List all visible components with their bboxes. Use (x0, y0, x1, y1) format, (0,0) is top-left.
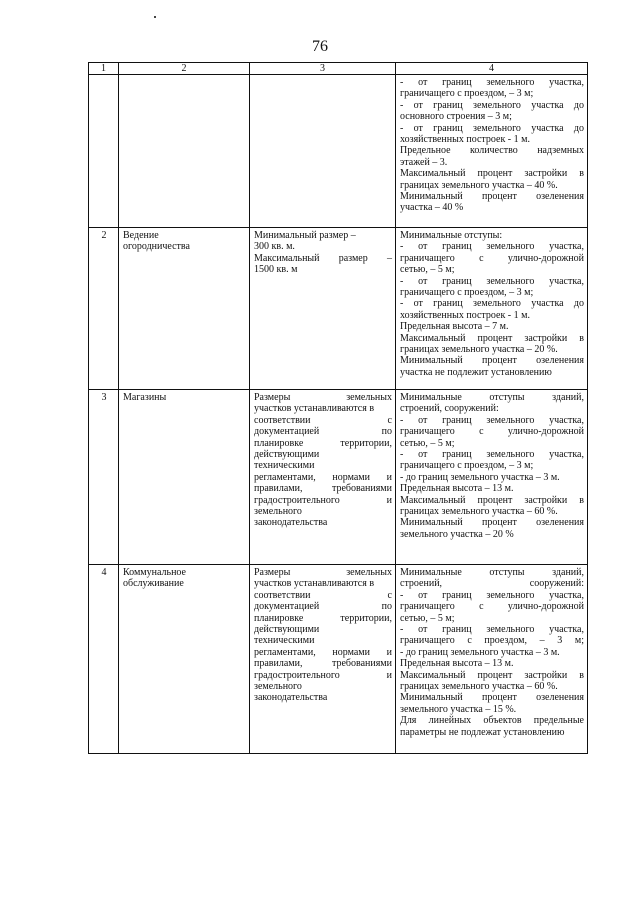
plot-size-line: документацией по (254, 601, 392, 613)
parameter-line: Минимальный процент озеленения (400, 517, 584, 529)
parameter-line: Предельная высота – 7 м. (400, 321, 509, 333)
plot-size-line: градостроительного и (254, 669, 392, 681)
parameter-line: Максимальный процент застройки в (400, 168, 584, 180)
use-type-cell (119, 390, 250, 565)
plot-size-line: 1500 кв. м (254, 264, 298, 276)
parameter-line: сетью, – 5 м; (400, 264, 455, 276)
parameters-cell (396, 75, 588, 228)
plot-size-line: правилами, требованиями (254, 658, 392, 670)
plot-size-line: Размеры земельных (254, 392, 392, 403)
parameter-line: границах земельного участка – 40 %. (400, 179, 558, 191)
parameter-line: основного строения – 3 м; (400, 111, 512, 123)
parameter-line: Минимальный процент озеленения (400, 191, 584, 203)
row-number-cell: 4 (89, 565, 119, 754)
parameter-line: Максимальный процент застройки в (400, 332, 584, 344)
use-type-line: Магазины (123, 392, 167, 403)
parameter-line: Для линейных объектов предельные (400, 715, 584, 727)
plot-size-line: действующими (254, 624, 320, 636)
parameter-line: границах земельного участка – 60 %. (400, 681, 558, 693)
parameter-line: земельного участка – 20 % (400, 528, 514, 540)
parameter-line: - от границ земельного участка, (400, 275, 584, 287)
parameter-line: строений, сооружений: (400, 578, 584, 590)
parameter-line: граничащего с проездом, – 3 м; (400, 287, 534, 299)
parameter-line: - до границ земельного участка – 3 м. (400, 646, 560, 658)
parameter-line: граничащего с улично-дорожной (400, 426, 584, 438)
plot-size-line: Максимальный размер – (254, 252, 392, 264)
parameter-line: Максимальный процент застройки в (400, 669, 584, 681)
parameter-line: земельного участка – 15 %. (400, 703, 517, 715)
scan-speck (154, 16, 156, 18)
parameters-cell (396, 565, 588, 754)
use-type-line: Ведение (123, 230, 159, 241)
table-row (89, 565, 588, 754)
plot-size-cell (250, 228, 396, 390)
parameter-line: этажей – 3. (400, 156, 448, 168)
table-row (89, 390, 588, 565)
plot-size-line: земельного (254, 506, 302, 518)
parameter-line: граничащего с улично-дорожной (400, 252, 584, 264)
header-col-2: 2 (119, 63, 250, 75)
plot-size-line: регламентами, нормами и (254, 646, 392, 658)
parameter-line: сетью, – 5 м; (400, 612, 455, 624)
plot-size-line: документацией по (254, 426, 392, 438)
parameter-line: Минимальный процент озеленения (400, 692, 584, 704)
parameter-line: границах земельного участка – 60 %. (400, 506, 558, 518)
row-number-cell (89, 75, 119, 228)
parameter-line: граничащего с улично-дорожной (400, 601, 584, 613)
parameter-line: Предельное количество надземных (400, 145, 584, 157)
plot-size-line: 300 кв. м. (254, 241, 295, 253)
header-col-3: 3 (250, 63, 396, 75)
parameters-cell (396, 228, 588, 390)
parameter-line: Максимальный процент застройки в (400, 494, 584, 506)
plot-size-line: правилами, требованиями (254, 483, 392, 495)
parameter-line: хозяйственных построек - 1 м. (400, 309, 530, 321)
plot-size-line: градостроительного и (254, 494, 392, 506)
parameter-line: - от границ земельного участка, (400, 414, 584, 426)
plot-size-cell (250, 565, 396, 754)
parameter-line: Предельная высота – 13 м. (400, 483, 514, 495)
plot-size-line: регламентами, нормами и (254, 471, 392, 483)
parameter-line: - от границ земельного участка, (400, 624, 584, 636)
parameter-line: Предельная высота – 13 м. (400, 658, 514, 670)
plot-size-line: техническими (254, 635, 315, 647)
parameter-line: Минимальные отступы зданий, (400, 567, 584, 578)
parameter-line: граничащего с проездом, – 3 м; (400, 88, 534, 100)
plot-size-line: земельного (254, 681, 302, 693)
parameter-line: участка – 40 % (400, 202, 464, 214)
parameter-line: граничащего с проездом, – 3 м; (400, 635, 584, 647)
plot-size-line: планировке территории, (254, 437, 392, 449)
use-type-line: Коммунальное (123, 567, 186, 578)
parameter-line: параметры не подлежат установлению (400, 726, 565, 738)
plot-size-cell (250, 75, 396, 228)
parameter-line: Минимальные отступы: (400, 230, 503, 241)
parameter-line: - от границ земельного участка, (400, 589, 584, 601)
parameter-line: строений, сооружений: (400, 403, 499, 415)
parameter-line: Минимальные отступы зданий, (400, 392, 584, 403)
row-number-cell: 2 (89, 228, 119, 390)
parameter-line: сетью, – 5 м; (400, 437, 455, 449)
parameter-line: - от границ земельного участка, (400, 449, 584, 461)
plot-size-line: Размеры земельных (254, 567, 392, 578)
page-number: 76 (312, 38, 328, 55)
header-col-4: 4 (396, 63, 588, 75)
plot-size-cell (250, 390, 396, 565)
table-row (89, 75, 588, 228)
parameter-line: Минимальный процент озеленения (400, 355, 584, 367)
plot-size-line: участков устанавливаются в (254, 578, 375, 590)
plot-size-line: законодательства (254, 517, 328, 529)
parameter-line: хозяйственных построек - 1 м. (400, 134, 530, 146)
parameter-line: - от границ земельного участка, (400, 241, 584, 253)
plot-size-line: планировке территории, (254, 612, 392, 624)
use-type-line: обслуживание (123, 578, 184, 590)
parameter-line: - от границ земельного участка до (400, 122, 584, 134)
plot-size-line: соответствии с (254, 589, 392, 601)
table-row (89, 228, 588, 390)
parameter-line: - от границ земельного участка до (400, 298, 584, 310)
parameters-cell (396, 390, 588, 565)
parameter-line: - от границ земельного участка до (400, 99, 584, 111)
parameter-line: - от границ земельного участка, (400, 77, 584, 88)
use-type-cell (119, 75, 250, 228)
parameter-line: граничащего с проездом, – 3 м; (400, 460, 534, 472)
plot-size-line: участков устанавливаются в (254, 403, 375, 415)
use-type-cell (119, 228, 250, 390)
use-type-cell (119, 565, 250, 754)
parameter-line: границах земельного участка – 20 %. (400, 344, 558, 356)
plot-size-line: соответствии с (254, 414, 392, 426)
plot-size-line: законодательства (254, 692, 328, 704)
header-col-1: 1 (89, 63, 119, 75)
header-row (89, 63, 588, 75)
use-type-line: огородничества (123, 241, 190, 253)
zoning-parameters-table (88, 62, 588, 754)
plot-size-line: Минимальный размер – (254, 230, 356, 241)
parameter-line: - до границ земельного участка – 3 м. (400, 471, 560, 483)
row-number-cell: 3 (89, 390, 119, 565)
plot-size-line: действующими (254, 449, 320, 461)
parameter-line: участка не подлежит установлению (400, 366, 552, 378)
plot-size-line: техническими (254, 460, 315, 472)
